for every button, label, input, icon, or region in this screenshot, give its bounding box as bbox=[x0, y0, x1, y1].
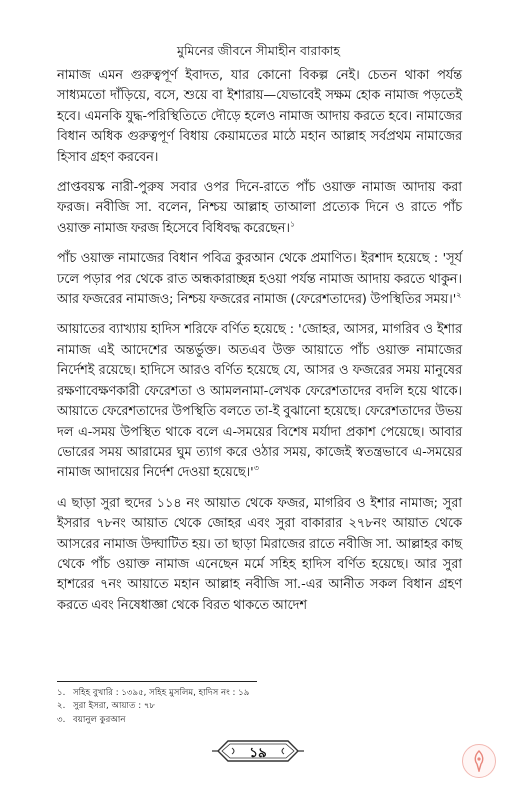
paragraph-3: পাঁচ ওয়াক্ত নামাজের বিধান পবিত্র কুরআন থেকে প্রমাণিত। ইরশাদ হয়েছে : 'সূর্য ঢলে পড়ার পর থেকে রাত অন্ধকারাচ্ছন্ন হওয়া পর্যন্ত নামাজ আদায় করতে থাকুন। আর ফজরের নামাজও; নিশ্চয় ফজরের নামাজ (ফেরেশতাদের) উপস্থিতির $সময়।'^২$ bbox=[57, 251, 462, 308]
footnote-mark-2[interactable]: ২ bbox=[456, 290, 462, 300]
publisher-seal-icon bbox=[462, 744, 496, 778]
footnote-1: ১. সহিহ বুখারি : ১৩৯৫, সহিহ মুসলিম, হাদিস নং : ১৯ bbox=[57, 688, 250, 698]
paragraph-5: এ ছাড়া সুরা হুদের ১১৪ নং আয়াত থেকে ফজর, মাগরিব ও ইশার নামাজ; সুরা ইসরার ৭৮নং আয়াত থেকে জোহর এবং সুরা বাকারার ২৭৮নং আয়াত থেকে আসরের নামাজ উদ্ঘাটিত হয়। তা ছাড়া মিরাজের রাতে নবীজি সা. আল্লাহর কাছ থেকে পাঁচ ওয়াক্ত নামাজ এনেছেন মর্মে সহিহ হাদিস বর্ণিত হয়েছে। আর সুরা হাশরের ৭নং আয়াতে মহান আল্লাহ নবীজি সা.-এর আনীত সকল বিধান গ্রহণ করতে এবং নিষেধাজ্ঞা থেকে বিরত থাকতে আদেশ bbox=[57, 495, 462, 613]
body-text bbox=[57, 66, 462, 626]
footnote-divider bbox=[57, 681, 257, 682]
running-head: মুমিনের জীবনে সীমাহীন বারাকাহ bbox=[177, 43, 340, 58]
footnote-3: ৩. বয়ানুল কুরআন bbox=[57, 714, 126, 725]
page-number-badge bbox=[212, 738, 304, 764]
page-number: ১৯ bbox=[249, 745, 267, 761]
footnote-mark-3[interactable]: ৩ bbox=[253, 464, 259, 474]
footnotes bbox=[57, 687, 457, 727]
paragraph-2: প্রাপ্তবয়স্ক নারী-পুরুষ সবার ওপর দিনে-রাতে পাঁচ ওয়াক্ত নামাজ আদায় করা ফরজ। নবীজি সা. বলেন, নিশ্চয় আল্লাহ তাআলা প্রত্যেক দিনে ও রাতে পাঁচ ওয়াক্ত নামাজ ফরজ হিসেবে বিধিবদ্ধ করেছেন।$^১$ bbox=[57, 180, 462, 236]
paragraph-1: নামাজ এমন গুরুত্বপূর্ণ ইবাদত, যার কোনো বিকল্প নেই। চেতন থাকা পর্যন্ত সাধ্যমতো দাঁড়িয়ে, বসে, শুয়ে বা ইশারায়—যেভাবেই সক্ষম হোক নামাজ পড়তেই হবে। এমনকি যুদ্ধ-পরিস্থিতিতে দৌড়ে হলেও নামাজ আদায় করতে হবে। নামাজের বিধান অধিক গুরুত্বপূর্ণ বিধায় কেয়ামতের মাঠে মহান আল্লাহ সর্বপ্রথম নামাজের হিসাব গ্রহণ করবেন। bbox=[57, 68, 462, 165]
pen-nib-icon bbox=[469, 750, 489, 772]
footnote-2: ২. সুরা ইসরা, আয়াত : ৭৮ bbox=[57, 701, 156, 712]
footnote-mark-1[interactable]: ১ bbox=[290, 219, 296, 229]
paragraph-4: আয়াতের ব্যাখ্যায় হাদিস শরিফে বর্ণিত হয়েছে : 'জোহর, আসর, মাগরিব ও ইশার নামাজ এই আদেশের অন্তর্ভুক্ত। অতএব উক্ত আয়াতে পাঁচ ওয়াক্ত নামাজের নির্দেশই রয়েছে। হাদিসে আরও বর্ণিত হয়েছে যে, আসর ও ফজরের সময় মানুষের রক্ষণাবেক্ষণকারী ফেরেশতা ও আমলনামা-লেখক ফেরেশতাদের বদলি হয়ে থাকে। আয়াতে ফেরেশতাদের উপস্থিতি বলতে তা-ই বুঝানো হয়েছে। ফেরেশতাদের উভয় দল এ-সময় উপস্থিত থাকে বলে এ-সময়ের বিশেষ মর্যাদা প্রকাশ পেয়েছে। আবার ভোরের সময় আরামের ঘুম ত্যাগ করে ওঠার সময়, কাজেই স্বতন্ত্রভাবে এ-সময়ের নামাজ আদায়ের নির্দেশ দেওয়া $হয়েছে।'^৩$ bbox=[57, 322, 462, 481]
